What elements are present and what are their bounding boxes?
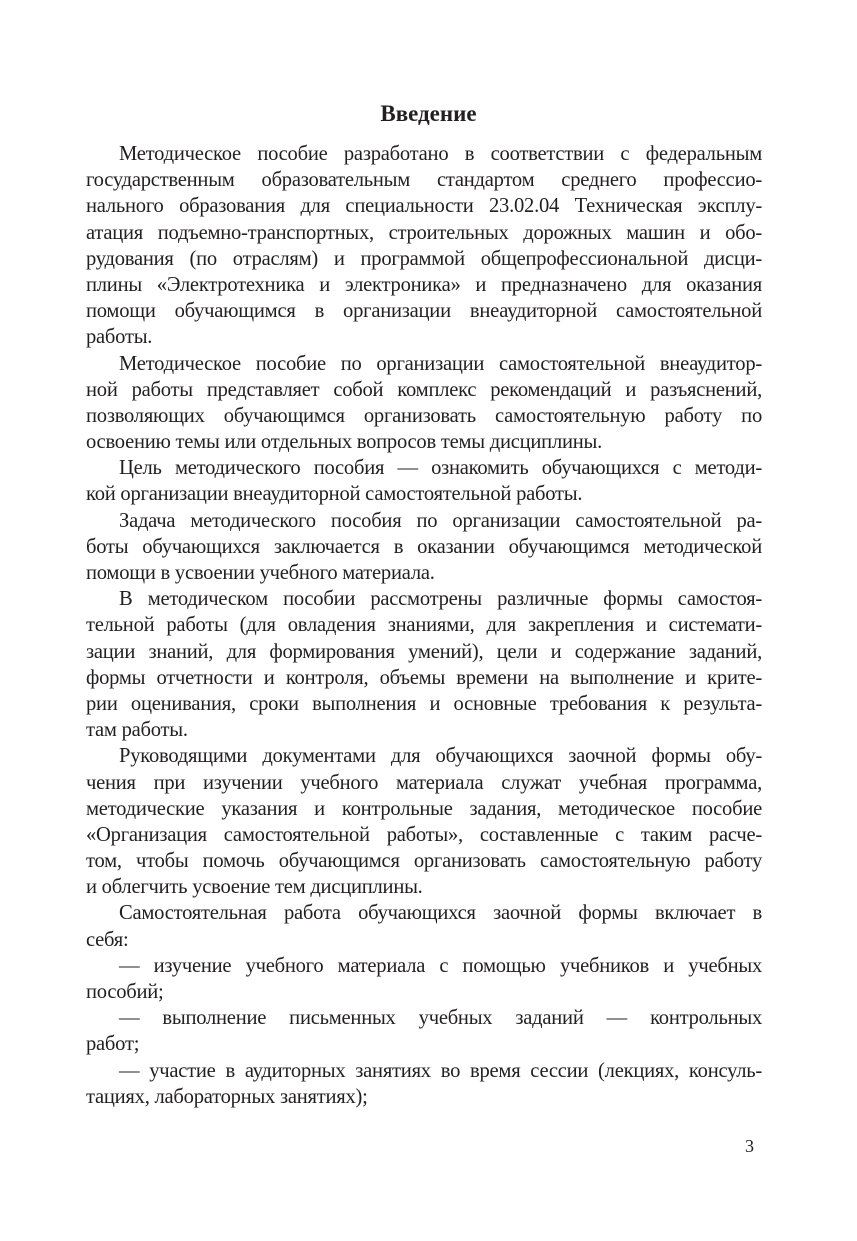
page-number: 3 (745, 1136, 754, 1156)
text-line: чения при изучении учебного материала служат учебная программа, (86, 771, 762, 794)
text-line: «Организация самостоятельной работы», составленные с таким расче- (86, 823, 762, 846)
text-line: помощи обучающимся в организации внеаудиторной самостоятельной (86, 300, 762, 323)
text-line: Методическое пособие по организации самостоятельной внеаудитор- (119, 352, 762, 375)
text-line: тельной работы (для овладения знаниями, для закрепления и системати- (86, 614, 762, 637)
text-line: — участие в аудиторных занятиях во время сессии (лекциях, консуль- (119, 1059, 762, 1082)
text-line: там работы. (86, 719, 188, 742)
text-line: атация подъемно-транспортных, строительных дорожных машин и обо- (86, 221, 762, 244)
text-line: помощи в усвоении учебного материала. (86, 562, 435, 584)
text-line: ной работы представляет собой комплекс рекомендаций и разъяснений, (86, 378, 762, 401)
text-line: боты обучающихся заключается в оказании обучающимся методической (86, 535, 762, 558)
body-text (86, 141, 762, 1110)
text-line: зации знаний, для формирования умений), цели и содержание заданий, (86, 640, 762, 663)
text-line: — изучение учебного материала с помощью учебников и учебных (119, 954, 762, 977)
text-line: — выполнение письменных учебных заданий — контрольных (119, 1007, 762, 1030)
text-line: государственным образовательным стандартом среднего профессио- (86, 169, 762, 192)
text-line: Цель методического пособия — ознакомить обучающихся с методи- (119, 457, 762, 480)
text-line: плины «Электротехника и электроника» и предназначено для оказания (86, 273, 762, 296)
text-line: себя: (86, 928, 129, 951)
text-line: методические указания и контрольные задания, методическое пособие (86, 797, 762, 820)
text-line: том, чтобы помочь обучающимся организовать самостоятельную работу (86, 850, 762, 873)
text-line: позволяющих обучающимся организовать самостоятельную работу по (86, 404, 762, 427)
text-line: Руководящими документами для обучающихся заочной формы обу- (119, 745, 762, 768)
text-line: рии оценивания, сроки выполнения и основные требования к результа- (86, 692, 762, 715)
text-line: работы. (86, 326, 153, 349)
text-line: рудования (по отраслям) и программой общепрофессиональной дисци- (86, 247, 762, 270)
text-line: тациях, лабораторных занятиях); (86, 1085, 368, 1108)
text-line: формы отчетности и контроля, объемы времени на выполнение и крите- (86, 666, 762, 689)
text-line: пособий; (86, 981, 164, 1003)
text-line: освоению темы или отдельных вопросов темы дисциплины. (86, 431, 602, 454)
text-line: В методическом пособии рассмотрены различные формы самостоя- (119, 588, 762, 611)
text-line: кой организации внеаудиторной самостоятельной работы. (86, 483, 583, 506)
text-line: нального образования для специальности 23.02.04 Техническая эксплу- (86, 195, 762, 218)
page-title: Введение (380, 101, 477, 126)
text-line: Задача методического пособия по организации самостоятельной ра- (119, 509, 762, 532)
text-line: Методическое пособие разработано в соответствии с федеральным (119, 143, 762, 165)
text-line: и облегчить усвоение тем дисциплины. (86, 876, 423, 899)
text-line: Самостоятельная работа обучающихся заочной формы включает в (119, 902, 762, 925)
text-line: работ; (86, 1033, 140, 1056)
